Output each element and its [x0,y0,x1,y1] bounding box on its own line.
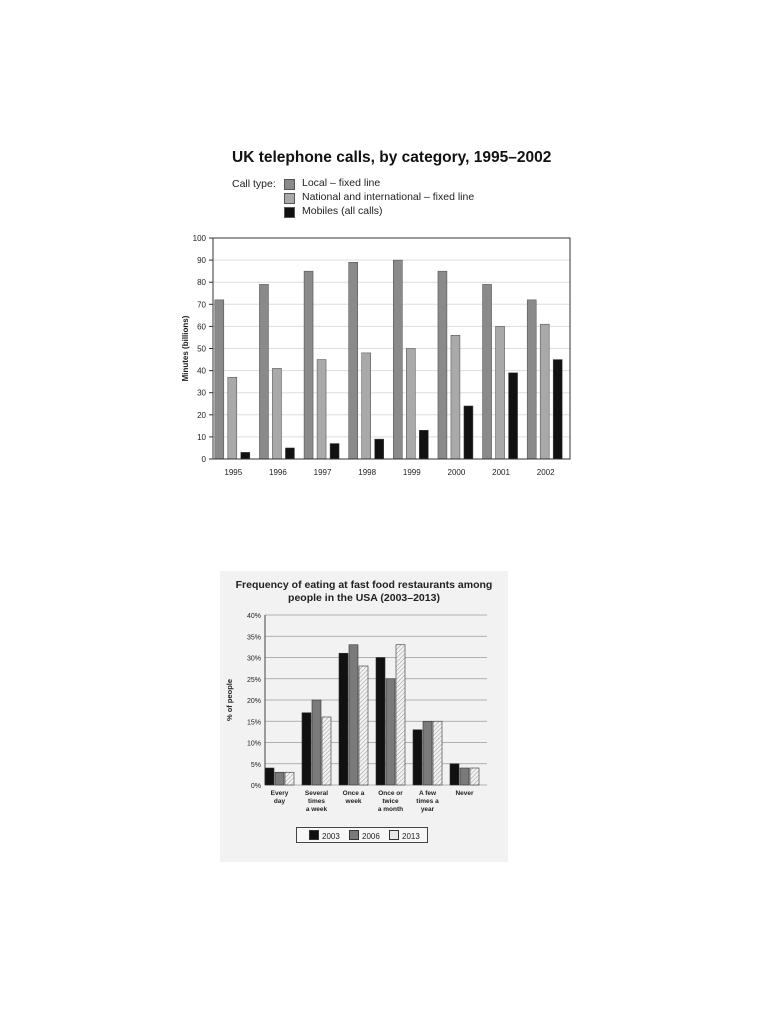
bar [483,284,492,459]
uk-telephone-calls-chart [180,145,580,485]
y-tick-label: 40 [197,366,206,376]
x-tick-label: 1996 [269,468,287,477]
x-tick-label: week [345,798,362,805]
legend-swatch [284,207,295,218]
chart-plot [180,233,580,483]
bar [322,717,331,785]
bar [496,326,505,459]
bar [423,721,432,785]
bar [317,360,326,459]
y-tick-label: 10 [197,432,206,442]
y-tick-label: 30% [246,655,261,663]
legend-swatch [349,830,359,840]
legend-item-2003 [309,830,340,841]
y-tick-label: 15% [246,719,261,727]
y-tick-label: 50 [197,344,206,354]
bar [215,300,224,459]
x-tick-label: 1995 [224,468,243,477]
bar [312,700,321,785]
legend-swatch [284,193,295,204]
legend-swatch [389,830,399,840]
legend-label: 2013 [402,832,420,841]
legend-item-2006 [349,830,380,841]
bar [413,730,422,785]
fast-food-frequency-chart [220,571,508,862]
y-tick-label: 20% [246,698,261,705]
bar [272,368,281,459]
x-tick-label: year [420,806,435,813]
bar [349,262,358,459]
bar [433,721,442,785]
legend-swatch [309,830,319,840]
y-tick-label: 70 [197,300,206,310]
bar [540,324,549,459]
bar [438,271,447,459]
y-tick-label: 20 [197,410,206,420]
y-tick-label: 25% [246,676,261,684]
bar [349,645,358,785]
bar [275,772,284,785]
bar [419,430,428,459]
x-tick-label: 1998 [358,468,377,477]
bar [330,444,339,459]
y-tick-label: 35% [246,634,261,642]
bar [304,271,313,459]
bar [450,764,459,785]
bar [285,448,294,459]
x-tick-label: Never [455,790,474,797]
bar [406,349,415,460]
bar [460,768,469,785]
y-axis-label: Minutes (billions) [181,315,190,382]
y-tick-label: 100 [192,234,206,243]
bar [509,373,518,459]
chart-title: UK telephone calls, by category, 1995–2002 [232,149,552,166]
y-tick-label: 0 [201,455,206,464]
bar [451,335,460,459]
x-tick-label: 1997 [313,468,332,477]
x-tick-label: times [308,798,325,805]
legend-label: Local – fixed line [302,177,381,189]
bar [302,713,311,785]
y-tick-label: 5% [250,761,261,769]
x-tick-label: a month [377,806,404,813]
legend-label: Mobiles (all calls) [302,205,383,217]
x-tick-label: 2002 [536,468,555,477]
x-tick-label: times a [416,798,439,805]
x-tick-label: Every [270,790,289,797]
bar [375,439,384,459]
bar [553,360,562,459]
legend-item-2013 [389,830,420,841]
bar [376,658,385,786]
bar [265,768,274,785]
bar [464,406,473,459]
y-tick-label: 60 [197,322,206,332]
y-tick-label: 40% [246,613,261,620]
x-tick-label: 2000 [447,468,466,477]
bar [362,353,371,459]
bar [228,377,237,459]
x-tick-label: day [273,798,286,805]
legend-label: 2003 [322,832,340,841]
legend-swatch [284,179,295,190]
chart-title-line: people in the USA (2003–2013) [288,592,440,604]
bar [285,772,294,785]
y-tick-label: 0% [250,783,261,790]
bar [259,284,268,459]
x-tick-label: 2001 [492,468,510,477]
x-tick-label: A few [418,790,437,797]
bar [393,260,402,459]
y-tick-label: 80 [197,278,206,288]
bar [359,666,368,785]
bar [470,768,479,785]
x-tick-label: Once or [378,790,403,797]
bar [241,452,250,459]
chart-plot [220,571,508,862]
legend-label: National and international – fixed line [302,191,475,203]
chart-title-line: Frequency of eating at fast food restaurants among [235,579,493,591]
legend-title: Call type: [232,178,276,190]
y-axis-label: % of people [225,678,234,722]
legend-label: 2006 [362,832,380,841]
x-tick-label: a week [305,806,328,813]
bar [527,300,536,459]
bar [396,645,405,785]
chart-legend [296,827,428,843]
bar [339,653,348,785]
y-tick-label: 10% [246,740,261,748]
x-tick-label: 1999 [402,468,421,477]
bar [386,679,395,785]
x-tick-label: Once a [342,790,365,797]
x-tick-label: Several [304,790,329,797]
y-tick-label: 90 [197,256,206,266]
x-tick-label: twice [382,798,399,805]
y-tick-label: 30 [197,388,206,398]
